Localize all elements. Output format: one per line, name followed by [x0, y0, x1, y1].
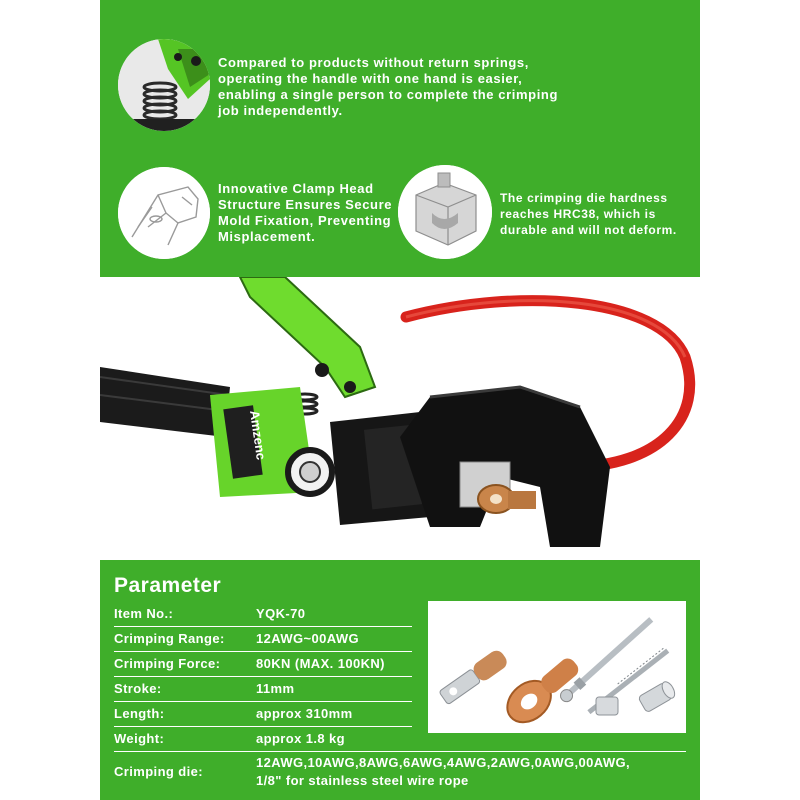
param-row-crimping-range	[114, 627, 412, 652]
param-label: Length:	[114, 706, 165, 721]
param-row-crimping-force	[114, 652, 412, 677]
return-spring-image	[118, 39, 210, 131]
return-spring-text: Compared to products without return springs, operating the handle with one hand is easier, enabling a single person to complete the crimping job independently.	[218, 55, 559, 118]
param-row-crimping-die	[114, 753, 686, 791]
param-value: approx 1.8 kg	[256, 731, 346, 746]
param-label: Crimping Range:	[114, 631, 225, 646]
param-label: Stroke:	[114, 681, 162, 696]
param-row-item-no	[114, 602, 412, 627]
features-panel	[100, 0, 700, 277]
param-label: Item No.:	[114, 606, 174, 621]
param-value-line-2: 1/8" for stainless steel wire rope	[256, 773, 469, 788]
brand-label: Amzenc	[247, 409, 269, 461]
parameter-panel	[100, 560, 700, 800]
param-value: 11mm	[256, 681, 295, 696]
param-row-stroke	[114, 677, 412, 702]
clamp-head-text: Innovative Clamp Head Structure Ensures Secure Mold Fixation, Preventing Misplacement.	[218, 181, 393, 244]
param-row-length	[114, 702, 412, 727]
param-value: 80KN (MAX. 100KN)	[256, 656, 385, 671]
param-value-line-1: 12AWG,10AWG,8AWG,6AWG,4AWG,2AWG,0AWG,00AWG,	[256, 755, 631, 770]
die-hardness-text: The crimping die hardness reaches HRC38, which is durable and will not deform.	[500, 191, 677, 237]
param-label: Crimping die:	[114, 764, 203, 779]
clamp-head-image	[118, 167, 210, 259]
param-value: 12AWG~00AWG	[256, 631, 360, 646]
param-label: Weight:	[114, 731, 165, 746]
param-value: approx 310mm	[256, 706, 353, 721]
terminals-photo	[428, 601, 686, 733]
param-label: Crimping Force:	[114, 656, 221, 671]
parameter-title: Parameter	[114, 574, 222, 597]
crimping-die-image	[398, 165, 492, 259]
param-value: YQK-70	[256, 606, 306, 621]
product-photo	[100, 277, 700, 560]
